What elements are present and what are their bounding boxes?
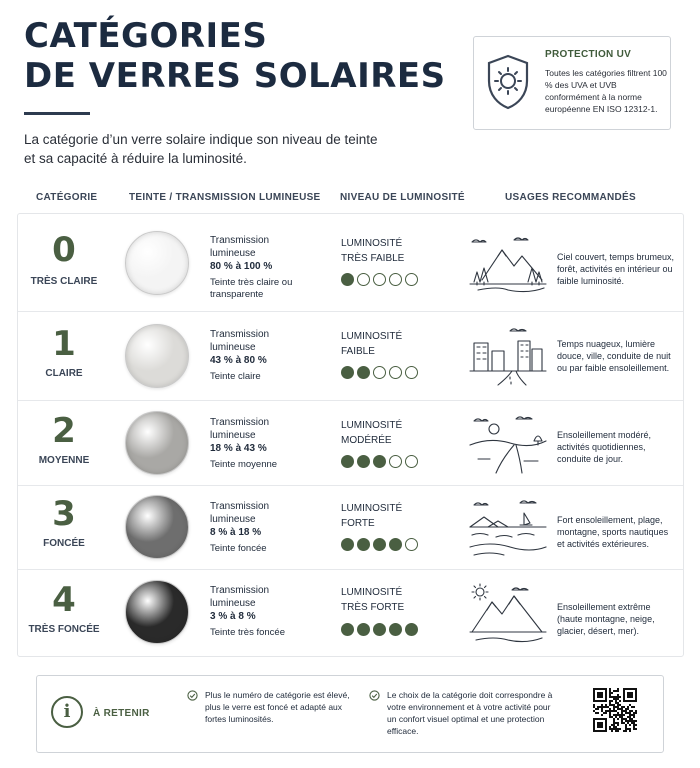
- header-usages: USAGES RECOMMANDÉS: [505, 192, 636, 203]
- transmission-label-2: lumineuse: [210, 514, 256, 525]
- dot-filled: [357, 623, 370, 636]
- usage-text: Ensoleillement extrême (haute montagne, neige, glacier, désert, mer).: [557, 602, 655, 636]
- dot-filled: [389, 538, 402, 551]
- tint-description: Teinte moyenne: [210, 459, 278, 470]
- sun-shield-icon: [485, 53, 531, 111]
- transmission-value: 8 % à 18 %: [210, 527, 262, 538]
- transmission-value: 43 % à 80 %: [210, 355, 267, 366]
- dot-empty: [373, 366, 386, 379]
- header-niveau: NIVEAU DE LUMINOSITÉ: [340, 192, 465, 203]
- luminosity-dots: [341, 623, 418, 636]
- category-name: MOYENNE: [38, 455, 90, 466]
- luminosity-level: [341, 236, 451, 266]
- page-title: [24, 16, 446, 96]
- note-1: Plus le numéro de catégorie est élevé, plus le verre est foncé et adapté aux fortes luminosités.: [205, 690, 350, 724]
- luminosity-level: [341, 501, 451, 531]
- transmission-label-1: Transmission: [210, 329, 270, 340]
- qr-code-icon[interactable]: [593, 688, 637, 732]
- dot-empty: [405, 538, 418, 551]
- info-icon: i: [51, 696, 83, 728]
- luminosity-value: FAIBLE: [341, 346, 375, 357]
- luminosity-dots: [341, 273, 418, 286]
- category-number: 1: [52, 324, 76, 364]
- retenir-label: À RETENIR: [93, 708, 150, 719]
- category-name: TRÈS FONCÉE: [28, 624, 100, 635]
- dot-filled: [389, 623, 402, 636]
- category-name: TRÈS CLAIRE: [30, 276, 98, 287]
- luminosity-label: LUMINOSITÉ: [341, 331, 403, 342]
- transmission-label-1: Transmission: [210, 417, 270, 428]
- dot-filled: [373, 538, 386, 551]
- transmission-value: 18 % à 43 %: [210, 443, 267, 454]
- categories-table: [17, 213, 684, 657]
- luminosity-dots: [341, 366, 418, 379]
- tint-description: Teinte claire: [210, 371, 261, 382]
- transmission-info: [210, 500, 320, 555]
- luminosity-level: [341, 329, 451, 359]
- category-name: FONCÉE: [43, 538, 85, 549]
- transmission-label-2: lumineuse: [210, 598, 256, 609]
- uv-title: PROTECTION UV: [545, 49, 632, 60]
- transmission-value: 3 % à 8 %: [210, 611, 256, 622]
- title-line-1: CATÉGORIES: [24, 16, 268, 56]
- title-line-2: DE VERRES SOLAIRES: [24, 56, 446, 96]
- luminosity-level: [341, 585, 451, 615]
- transmission-info: [210, 584, 320, 639]
- category-number: 2: [52, 411, 76, 451]
- forest-mountain-icon: [468, 232, 548, 294]
- lens-swatch: [125, 580, 189, 644]
- luminosity-value: MODÉRÉE: [341, 435, 392, 446]
- transmission-label-1: Transmission: [210, 585, 270, 596]
- transmission-label-2: lumineuse: [210, 248, 256, 259]
- luminosity-label: LUMINOSITÉ: [341, 238, 403, 249]
- dot-filled: [373, 455, 386, 468]
- tint-description: Teinte très foncée: [210, 627, 285, 638]
- usage-text: Fort ensoleillement, plage, montagne, sports nautiques et activités extérieures.: [557, 515, 669, 549]
- luminosity-label: LUMINOSITÉ: [341, 420, 403, 431]
- header-teinte: TEINTE / TRANSMISSION LUMINEUSE: [129, 192, 321, 203]
- usage-text: Ciel couvert, temps brumeux, forêt, activités en intérieur ou faible luminosité.: [557, 252, 675, 286]
- countryside-road-icon: [468, 413, 548, 475]
- snow-mountain-sun-icon: [468, 582, 548, 644]
- lens-swatch: [125, 411, 189, 475]
- uv-text: Toutes les catégories filtrent 100 % des UVA et UVB conformément à la norme européenne EN ISO 12312-1.: [545, 68, 667, 114]
- transmission-info: [210, 328, 320, 383]
- note-2: Le choix de la catégorie doit correspondre à votre environnement et à votre activité pour un confort visuel optimal et une protection efficace.: [387, 690, 553, 736]
- table-row: [18, 401, 683, 486]
- luminosity-label: LUMINOSITÉ: [341, 587, 403, 598]
- luminosity-label: LUMINOSITÉ: [341, 503, 403, 514]
- table-row: [18, 570, 683, 658]
- dot-empty: [389, 455, 402, 468]
- transmission-label-1: Transmission: [210, 235, 270, 246]
- dot-empty: [389, 273, 402, 286]
- luminosity-value: TRÈS FORTE: [341, 602, 405, 613]
- luminosity-value: FORTE: [341, 518, 375, 529]
- dot-filled: [405, 623, 418, 636]
- check-circle-icon: [369, 690, 380, 701]
- dot-empty: [405, 366, 418, 379]
- table-row: [18, 312, 683, 401]
- transmission-label-2: lumineuse: [210, 342, 256, 353]
- sea-sailboat-icon: [468, 497, 548, 559]
- category-number: 4: [52, 580, 76, 620]
- lens-swatch: [125, 324, 189, 388]
- tint-description: Teinte foncée: [210, 543, 267, 554]
- category-number: 0: [52, 230, 76, 270]
- transmission-info: [210, 416, 320, 471]
- dot-filled: [357, 455, 370, 468]
- luminosity-value: TRÈS FAIBLE: [341, 253, 405, 264]
- dot-filled: [357, 538, 370, 551]
- title-underline: [24, 112, 90, 115]
- dot-filled: [357, 366, 370, 379]
- usage-text: Ensoleillement modéré, activités quotidiennes, conduite de jour.: [557, 430, 652, 464]
- dot-filled: [341, 455, 354, 468]
- intro-text: La catégorie d’un verre solaire indique son niveau de teinte et sa capacité à réduire la luminosité.: [24, 132, 378, 166]
- table-row: [18, 486, 683, 570]
- category-number: 3: [52, 494, 76, 534]
- category-name: CLAIRE: [45, 368, 83, 379]
- dot-filled: [341, 623, 354, 636]
- key-takeaways-box: [36, 675, 664, 753]
- dot-empty: [373, 273, 386, 286]
- transmission-label-2: lumineuse: [210, 430, 256, 441]
- dot-filled: [341, 538, 354, 551]
- dot-empty: [405, 455, 418, 468]
- uv-protection-box: [473, 36, 671, 130]
- transmission-value: 80 % à 100 %: [210, 261, 273, 272]
- header-categorie: CATÉGORIE: [36, 192, 98, 203]
- transmission-label-1: Transmission: [210, 501, 270, 512]
- lens-swatch: [125, 495, 189, 559]
- luminosity-dots: [341, 455, 418, 468]
- dot-filled: [373, 623, 386, 636]
- city-road-icon: [468, 325, 548, 387]
- usage-text: Temps nuageux, lumière douce, ville, conduite de nuit ou par faible ensoleillement.: [557, 339, 671, 373]
- tint-description: Teinte très claire ou transparente: [210, 277, 293, 300]
- dot-filled: [341, 273, 354, 286]
- dot-empty: [357, 273, 370, 286]
- dot-empty: [405, 273, 418, 286]
- lens-swatch: [125, 231, 189, 295]
- dot-filled: [341, 366, 354, 379]
- table-row: [18, 214, 683, 312]
- luminosity-dots: [341, 538, 418, 551]
- dot-empty: [389, 366, 402, 379]
- transmission-info: [210, 234, 320, 301]
- luminosity-level: [341, 418, 451, 448]
- check-circle-icon: [187, 690, 198, 701]
